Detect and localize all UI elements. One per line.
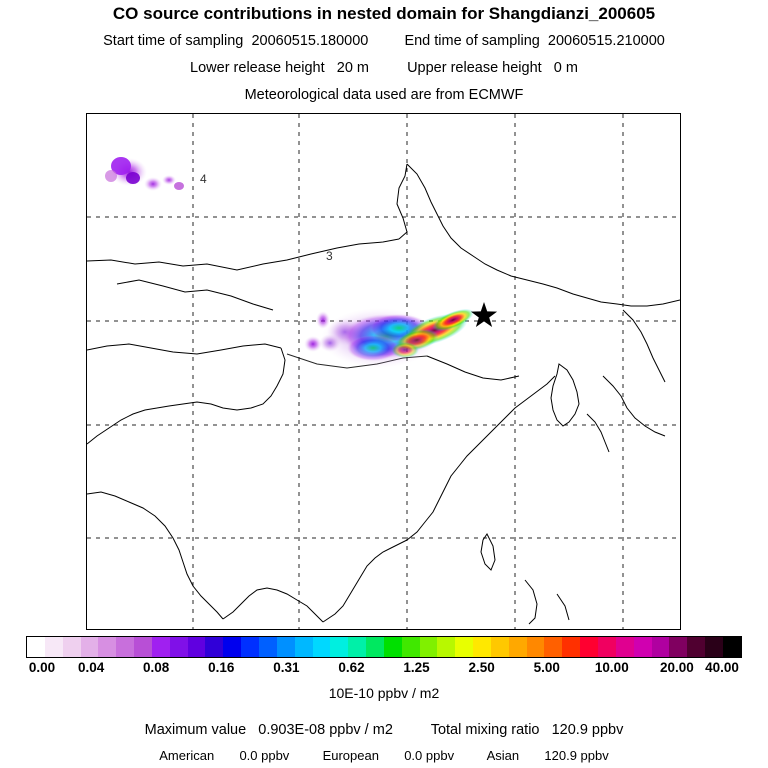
colorbar-tick-4: 0.31 <box>273 660 300 675</box>
start-time-value: 20060515.180000 <box>251 33 369 49</box>
colorbar-swatch-19 <box>366 637 384 657</box>
colorbar-swatch-0 <box>27 637 45 657</box>
map-canvas <box>87 114 680 629</box>
end-time-label: End time of sampling <box>404 33 540 49</box>
colorbar-tick-2: 0.08 <box>143 660 170 675</box>
colorbar-swatch-4 <box>98 637 116 657</box>
colorbar-swatch-32 <box>598 637 616 657</box>
colorbar-swatch-36 <box>669 637 687 657</box>
northwest-plume-spot <box>105 157 184 191</box>
colorbar-swatch-18 <box>348 637 366 657</box>
asian-value: 120.9 ppbv <box>544 748 609 763</box>
total-mixing-ratio-label: Total mixing ratio <box>430 722 540 738</box>
colorbar-tick-11: 40.00 <box>705 660 739 675</box>
station-star-marker <box>471 302 497 327</box>
colorbar-swatch-1 <box>45 637 63 657</box>
american-value: 0.0 ppbv <box>239 748 290 763</box>
colorbar-swatch-39 <box>723 637 741 657</box>
colorbar-swatch-33 <box>616 637 634 657</box>
colorbar-swatch-29 <box>544 637 562 657</box>
start-time-label: Start time of sampling <box>103 33 244 49</box>
colorbar-swatch-20 <box>384 637 402 657</box>
colorbar-swatch-34 <box>634 637 652 657</box>
colorbar-swatch-35 <box>652 637 670 657</box>
colorbar-swatch-3 <box>81 637 99 657</box>
colorbar-swatch-17 <box>330 637 348 657</box>
max-value-label: Maximum value <box>144 722 247 738</box>
colorbar-tick-3: 0.16 <box>208 660 235 675</box>
page-title: CO source contributions in nested domain for Shangdianzi_200605 <box>112 4 656 23</box>
colorbar-swatch-13 <box>259 637 277 657</box>
end-time-value: 20060515.210000 <box>547 33 665 49</box>
colorbar-swatch-12 <box>241 637 259 657</box>
map-grid-label-4: 4 <box>200 172 207 186</box>
colorbar-swatch-14 <box>277 637 295 657</box>
colorbar-tick-7: 2.50 <box>468 660 495 675</box>
summary-line-1 <box>0 722 768 738</box>
colorbar-swatch-22 <box>420 637 438 657</box>
colorbar-swatch-27 <box>509 637 527 657</box>
summary-line-2 <box>0 748 768 763</box>
map-coastlines <box>87 164 680 624</box>
lower-release-value: 20 m <box>336 60 369 76</box>
colorbar-swatch-25 <box>473 637 491 657</box>
european-value: 0.0 ppbv <box>404 748 455 763</box>
colorbar <box>26 636 742 658</box>
colorbar-swatch-16 <box>313 637 331 657</box>
max-value-value: 0.903E-08 ppbv / m2 <box>258 722 393 738</box>
release-height-line <box>0 60 768 76</box>
colorbar-swatch-30 <box>562 637 580 657</box>
colorbar-swatch-5 <box>116 637 134 657</box>
colorbar-swatch-31 <box>580 637 598 657</box>
colorbar-tick-0: 0.00 <box>28 660 56 675</box>
colorbar-swatch-6 <box>134 637 152 657</box>
colorbar-swatch-2 <box>63 637 81 657</box>
colorbar-tick-6: 1.25 <box>403 660 430 675</box>
colorbar-tick-8: 5.00 <box>533 660 560 675</box>
colorbar-swatch-9 <box>188 637 206 657</box>
colorbar-swatch-24 <box>455 637 473 657</box>
lower-release-label: Lower release height <box>190 60 325 76</box>
colorbar-tick-9: 10.00 <box>594 660 629 675</box>
colorbar-tick-labels <box>0 660 768 678</box>
total-mixing-ratio-value: 120.9 ppbv <box>551 722 624 738</box>
colorbar-swatch-10 <box>205 637 223 657</box>
asian-label: Asian <box>486 748 520 763</box>
colorbar-swatch-21 <box>402 637 420 657</box>
sampling-time-line <box>0 33 768 49</box>
american-label: American <box>159 748 215 763</box>
colorbar-swatch-7 <box>152 637 170 657</box>
colorbar-swatch-38 <box>705 637 723 657</box>
colorbar-swatch-8 <box>170 637 188 657</box>
colorbar-tick-5: 0.62 <box>338 660 365 675</box>
colorbar-swatch-15 <box>295 637 313 657</box>
colorbar-tick-10: 20.00 <box>660 660 694 675</box>
upper-release-value: 0 m <box>553 60 578 76</box>
colorbar-swatch-26 <box>491 637 509 657</box>
upper-release-label: Upper release height <box>407 60 542 76</box>
colorbar-swatch-28 <box>527 637 545 657</box>
colorbar-tick-1: 0.04 <box>77 660 105 675</box>
european-label: European <box>322 748 379 763</box>
colorbar-swatch-11 <box>223 637 241 657</box>
plume-footprint <box>304 304 476 368</box>
met-data-line: Meteorological data used are from ECMWF <box>244 87 524 103</box>
colorbar-swatch-37 <box>687 637 705 657</box>
colorbar-unit-label: 10E-10 ppbv / m2 <box>328 685 440 701</box>
colorbar-swatch-23 <box>437 637 455 657</box>
map-panel <box>86 113 681 630</box>
map-grid-label-3: 3 <box>326 249 333 263</box>
